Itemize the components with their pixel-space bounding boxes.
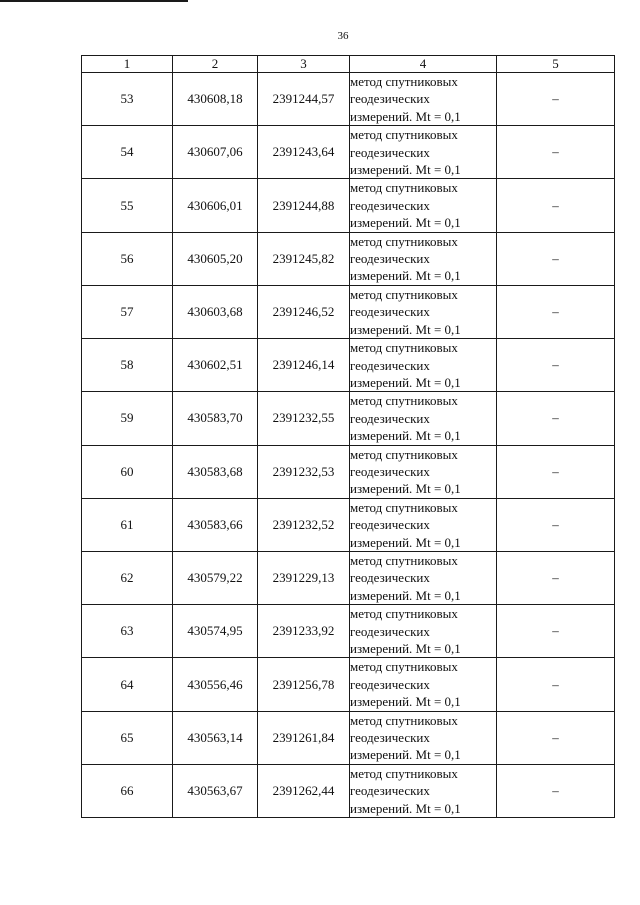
method-cell [350,392,497,445]
table-row [82,339,615,392]
method-line: измерений. Mt = 0,1 [350,641,461,656]
x-coordinate-cell: 430607,06 [173,126,258,179]
column-header-1: 1 [82,56,173,73]
y-coordinate-cell: 2391261,84 [258,711,350,764]
method-cell [350,339,497,392]
y-coordinate-cell: 2391233,92 [258,605,350,658]
method-line: геодезических [350,144,430,160]
method-line: измерений. Mt = 0,1 [350,747,461,763]
method-cell [350,445,497,498]
point-number-cell: 60 [82,445,173,498]
method-line: метод спутниковых [350,446,458,462]
method-line: метод спутниковых [350,552,458,568]
point-number-cell: 57 [82,285,173,338]
y-coordinate-cell: 2391244,57 [258,73,350,126]
method-line: метод спутниковых [350,765,458,781]
x-coordinate-cell: 430579,22 [173,551,258,604]
method-cell [350,764,497,817]
method-line: геодезических [350,357,430,373]
method-cell [350,658,497,711]
table-row [82,605,615,658]
method-line: измерений. Mt = 0,1 [350,268,461,284]
table-header-row [82,56,615,73]
method-line: измерений. Mt = 0,1 [350,374,461,390]
x-coordinate-cell: 430608,18 [173,73,258,126]
y-coordinate-cell: 2391229,13 [258,551,350,604]
x-coordinate-cell: 430583,66 [173,498,258,551]
x-coordinate-cell: 430574,95 [173,605,258,658]
method-line: измерений. Mt = 0,1 [350,800,461,816]
method-line: геодезических [350,463,430,479]
description-cell: – [497,73,615,126]
y-coordinate-cell: 2391256,78 [258,658,350,711]
y-coordinate-cell: 2391262,44 [258,764,350,817]
column-header-3: 3 [258,56,350,73]
method-line: измерений. Mt = 0,1 [350,108,461,124]
method-cell [350,73,497,126]
y-coordinate-cell: 2391232,52 [258,498,350,551]
table-row [82,285,615,338]
description-cell: – [497,605,615,658]
page-number: 36 [337,30,349,42]
method-line: метод спутниковых [350,180,458,196]
method-line: геодезических [350,91,430,107]
y-coordinate-cell: 2391232,55 [258,392,350,445]
table-row [82,179,615,232]
method-cell [350,232,497,285]
method-line: геодезических [350,197,430,213]
table-row [82,551,615,604]
x-coordinate-cell: 430606,01 [173,179,258,232]
y-coordinate-cell: 2391244,88 [258,179,350,232]
description-cell: – [497,764,615,817]
point-number-cell: 62 [82,551,173,604]
method-cell [350,551,497,604]
method-line: метод спутниковых [350,499,458,515]
description-cell: – [497,179,615,232]
method-line: метод спутниковых [350,606,458,622]
method-cell [350,711,497,764]
method-line: измерений. Mt = 0,1 [350,534,461,550]
point-number-cell: 65 [82,711,173,764]
x-coordinate-cell: 430563,14 [173,711,258,764]
table-row [82,445,615,498]
column-header-5: 5 [497,56,615,73]
method-line: измерений. Mt = 0,1 [350,162,461,178]
description-cell: – [497,232,615,285]
y-coordinate-cell: 2391246,52 [258,285,350,338]
coordinates-table [81,55,615,818]
description-cell: – [497,285,615,338]
table-row [82,498,615,551]
description-cell: – [497,551,615,604]
method-line: измерений. Mt = 0,1 [350,481,461,497]
y-coordinate-cell: 2391243,64 [258,126,350,179]
x-coordinate-cell: 430556,46 [173,658,258,711]
column-header-2: 2 [173,56,258,73]
method-line: измерений. Mt = 0,1 [350,587,461,603]
x-coordinate-cell: 430583,70 [173,392,258,445]
method-line: геодезических [350,730,430,746]
method-line: метод спутниковых [350,340,458,356]
x-coordinate-cell: 430602,51 [173,339,258,392]
description-cell: – [497,445,615,498]
method-line: измерений. Mt = 0,1 [350,428,461,444]
method-line: геодезических [350,304,430,320]
table-row [82,126,615,179]
table-row [82,658,615,711]
table-row [82,73,615,126]
table-row [82,711,615,764]
description-cell: – [497,711,615,764]
method-line: метод спутниковых [350,127,458,143]
method-line: геодезических [350,570,430,586]
table-body [82,73,615,818]
method-line: метод спутниковых [350,74,458,89]
description-cell: – [497,339,615,392]
method-line: геодезических [350,517,430,533]
x-coordinate-cell: 430583,68 [173,445,258,498]
method-line: геодезических [350,251,430,267]
method-line: геодезических [350,676,430,692]
point-number-cell: 61 [82,498,173,551]
method-line: геодезических [350,783,430,799]
y-coordinate-cell: 2391245,82 [258,232,350,285]
point-number-cell: 63 [82,605,173,658]
description-cell: – [497,498,615,551]
method-cell [350,498,497,551]
x-coordinate-cell: 430605,20 [173,232,258,285]
method-line: измерений. Mt = 0,1 [350,321,461,337]
method-line: геодезических [350,410,430,426]
point-number-cell: 64 [82,658,173,711]
method-line: измерений. Mt = 0,1 [350,694,461,710]
method-line: метод спутниковых [350,659,458,675]
table-row [82,764,615,817]
method-cell [350,179,497,232]
method-line: геодезических [350,623,430,639]
table-row [82,392,615,445]
method-cell [350,285,497,338]
method-line: метод спутниковых [350,233,458,249]
table-row [82,232,615,285]
method-line: измерений. Mt = 0,1 [350,215,461,231]
point-number-cell: 58 [82,339,173,392]
y-coordinate-cell: 2391232,53 [258,445,350,498]
description-cell: – [497,392,615,445]
x-coordinate-cell: 430603,68 [173,285,258,338]
column-header-4: 4 [350,56,497,73]
point-number-cell: 56 [82,232,173,285]
description-cell: – [497,126,615,179]
method-cell [350,126,497,179]
x-coordinate-cell: 430563,67 [173,764,258,817]
point-number-cell: 55 [82,179,173,232]
description-cell: – [497,658,615,711]
method-cell [350,605,497,658]
method-line: метод спутниковых [350,393,458,409]
method-line: метод спутниковых [350,286,458,302]
point-number-cell: 53 [82,73,173,126]
point-number-cell: 59 [82,392,173,445]
scan-edge-mark [0,0,188,2]
method-line: метод спутниковых [350,712,458,728]
point-number-cell: 54 [82,126,173,179]
y-coordinate-cell: 2391246,14 [258,339,350,392]
point-number-cell: 66 [82,764,173,817]
